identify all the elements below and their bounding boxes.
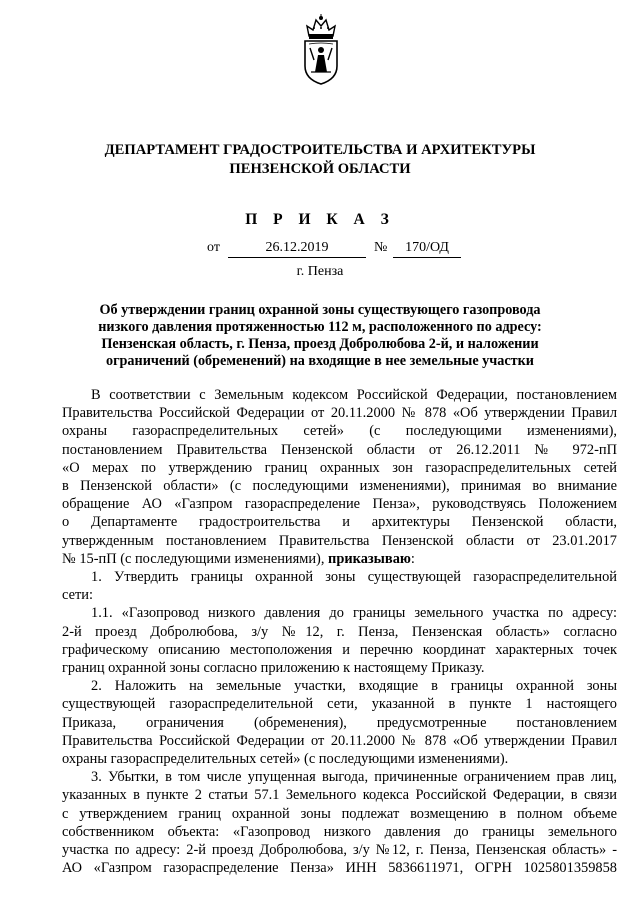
body-line: 3. Убытки, в том числе упущенная выгода, причиненные ограничением прав лиц,	[91, 769, 617, 786]
decree-keyword: приказываю	[328, 550, 411, 567]
body-line: Приказа, ограничения (обременения), предусмотренные постановлением	[62, 714, 617, 731]
penza-region-coat-of-arms-icon	[299, 14, 343, 86]
body-line: 1.1. «Газопровод низкого давления до границы земельного участка по адресу:	[91, 605, 617, 622]
body-line: АО «Газпром газораспределение Пенза» ИНН 5836611971, ОГРН 1025801359858	[62, 860, 617, 877]
document-type-heading: П Р И К А З	[245, 211, 395, 228]
number-label: №	[374, 240, 388, 255]
body-line: собственником объекта: «Газопровод низкого давления до границы земельного	[62, 823, 617, 840]
body-text: :	[410, 550, 415, 567]
body-line: указанных в пункте 2 статьи 57.1 Земельного кодекса Российской Федерации, в связи	[62, 787, 617, 804]
order-date: 26.12.2019	[228, 240, 366, 258]
department-name-line1: ДЕПАРТАМЕНТ ГРАДОСТРОИТЕЛЬСТВА И АРХИТЕКТУРЫ	[104, 142, 536, 158]
body-line: с утверждением границ охранной зоны подлежат возмещению в полном объеме	[62, 805, 617, 822]
body-line: обращение АО «Газпром газораспределение Пенза», руководствуясь Положением	[62, 496, 617, 513]
from-label: от	[207, 240, 220, 255]
body-line: охраны газораспределительных сетей» (с последующими изменениями),	[62, 423, 617, 440]
body-line: участка по адресу: 2-й проезд Добролюбова, з/у №12, г. Пенза, Пензенская область» -	[62, 842, 617, 858]
order-number: 170/ОД	[393, 240, 461, 258]
body-line: Правительства Российской Федерации от 20.11.2000 № 878 «Об утверждении Правил	[62, 732, 617, 749]
body-line: о Департаменте градостроительства и архитектуры Пензенской области,	[62, 514, 617, 531]
body-line: сети:	[62, 587, 93, 604]
body-line: «О мерах по утверждению границ охранных зон газораспределительных сетей	[62, 459, 617, 476]
body-text: № 15-пП (с последующими изменениями),	[62, 550, 329, 567]
department-name-line2: ПЕНЗЕНСКОЙ ОБЛАСТИ	[229, 161, 411, 177]
body-line: существующей газораспределительной сети, указанной в пункте 1 настоящего	[62, 696, 617, 713]
body-line: утвержденным постановлением Правительства Пензенской области от 23.01.2017	[62, 532, 617, 549]
city-name: г. Пенза	[296, 264, 344, 279]
order-title-line: Пензенская область, г. Пенза, проезд Добролюбова 2-й, и наложении	[101, 336, 539, 352]
order-title-line: низкого давления протяженностью 112 м, расположенного по адресу:	[98, 319, 542, 335]
order-title-line: Об утверждении границ охранной зоны существующего газопровода	[99, 302, 541, 318]
body-line: В соответствии с Земельным кодексом Российской Федерации, постановлением	[91, 387, 617, 403]
body-line: постановлением Правительства Пензенской области от 26.12.2011 № 972-пП	[62, 441, 617, 458]
body-line-decree	[62, 550, 617, 568]
body-line: 1. Утвердить границы охранной зоны существующей газораспределительной	[91, 569, 617, 585]
order-title-line: ограничений (обременений) на входящие в нее земельные участки	[106, 353, 534, 369]
body-line: Правительства Российской Федерации от 20.11.2000 № 878 «Об утверждении Правил	[62, 405, 617, 422]
body-line: границ охранной зоны согласно приложению к настоящему Приказу.	[62, 660, 485, 676]
body-line: в Пензенской области» (с последующими изменениями), принимая во внимание	[62, 478, 617, 494]
body-line: охраны газораспределительных сетей» (с последующими изменениями).	[62, 751, 509, 767]
body-line: графическому описанию местоположения и перечню координат характерных точек	[62, 641, 617, 658]
body-line: 2. Наложить на земельные участки, входящие в границы охранной зоны	[91, 678, 617, 695]
body-line: 2-й проезд Добролюбова, з/у №12, г. Пенза, Пензенская область» согласно	[62, 623, 617, 640]
order-date-number-line	[0, 240, 640, 260]
